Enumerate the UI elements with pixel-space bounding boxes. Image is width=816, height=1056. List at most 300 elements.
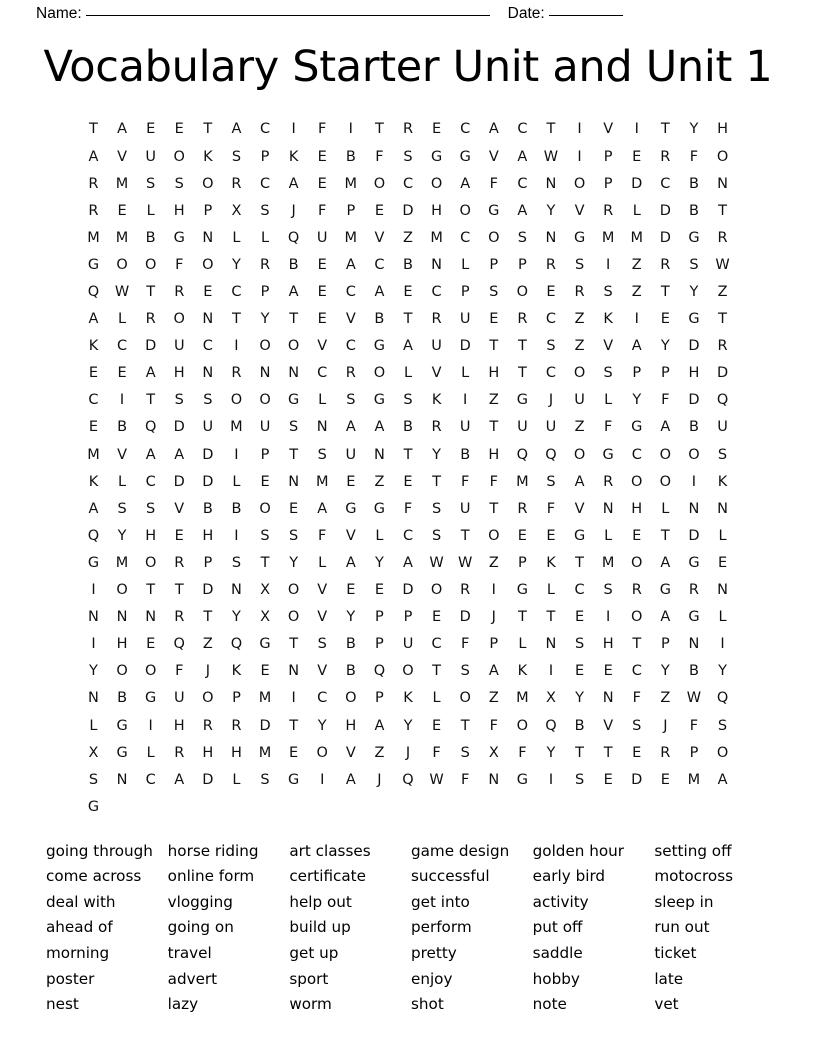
- grid-cell[interactable]: Q: [373, 663, 386, 680]
- grid-cell[interactable]: S: [431, 500, 442, 517]
- grid-cell[interactable]: M: [115, 229, 129, 246]
- grid-cell[interactable]: O: [144, 554, 157, 571]
- grid-cell[interactable]: Q: [87, 284, 100, 300]
- grid-cell[interactable]: G: [459, 148, 471, 165]
- grid-cell[interactable]: K: [288, 148, 299, 165]
- grid-cell[interactable]: M: [516, 690, 529, 707]
- grid-cell[interactable]: C: [145, 473, 156, 490]
- grid-cell[interactable]: D: [631, 175, 643, 192]
- grid-cell[interactable]: W: [715, 256, 730, 273]
- grid-cell[interactable]: T: [146, 284, 156, 300]
- grid-cell[interactable]: C: [117, 338, 128, 355]
- grid-cell[interactable]: E: [117, 365, 127, 382]
- grid-cell[interactable]: R: [174, 284, 185, 300]
- grid-cell[interactable]: E: [174, 527, 184, 544]
- grid-cell[interactable]: A: [717, 771, 728, 788]
- grid-cell[interactable]: E: [289, 500, 299, 517]
- grid-cell[interactable]: W: [543, 148, 559, 165]
- grid-cell[interactable]: I: [234, 527, 239, 544]
- grid-cell[interactable]: O: [202, 256, 214, 273]
- grid-cell[interactable]: I: [577, 148, 582, 165]
- word-list-item[interactable]: travel: [167, 943, 212, 962]
- grid-cell[interactable]: F: [689, 148, 699, 165]
- word-list-item[interactable]: successful: [410, 867, 490, 886]
- grid-cell[interactable]: T: [603, 744, 613, 761]
- grid-cell[interactable]: B: [117, 419, 128, 436]
- grid-cell[interactable]: V: [574, 500, 585, 517]
- grid-cell[interactable]: Y: [718, 663, 727, 680]
- grid-cell[interactable]: L: [718, 527, 727, 544]
- grid-cell[interactable]: R: [88, 175, 99, 192]
- grid-cell[interactable]: A: [631, 338, 642, 355]
- grid-cell[interactable]: O: [573, 365, 586, 382]
- grid-cell[interactable]: R: [460, 582, 471, 599]
- grid-cell[interactable]: L: [318, 554, 327, 571]
- grid-cell[interactable]: T: [289, 636, 299, 653]
- grid-cell[interactable]: E: [289, 744, 299, 761]
- grid-cell[interactable]: Q: [545, 446, 557, 463]
- grid-cell[interactable]: E: [203, 284, 213, 300]
- grid-cell[interactable]: E: [717, 554, 728, 571]
- grid-cell[interactable]: C: [231, 284, 242, 300]
- grid-cell[interactable]: D: [402, 582, 414, 599]
- grid-cell[interactable]: R: [231, 175, 242, 192]
- grid-cell[interactable]: P: [603, 175, 613, 192]
- grid-cell[interactable]: S: [346, 392, 356, 409]
- grid-cell[interactable]: H: [431, 202, 443, 219]
- grid-cell[interactable]: F: [632, 690, 641, 707]
- grid-cell[interactable]: E: [432, 609, 442, 626]
- grid-cell[interactable]: F: [175, 256, 184, 273]
- grid-cell[interactable]: S: [431, 527, 442, 544]
- grid-cell[interactable]: B: [117, 690, 128, 707]
- name-write-line[interactable]: [86, 15, 490, 16]
- grid-cell[interactable]: L: [546, 582, 556, 599]
- grid-cell[interactable]: I: [119, 392, 125, 409]
- grid-cell[interactable]: W: [114, 284, 130, 300]
- grid-cell[interactable]: Y: [660, 338, 670, 355]
- grid-cell[interactable]: H: [631, 500, 643, 517]
- grid-cell[interactable]: M: [344, 229, 358, 246]
- grid-cell[interactable]: S: [174, 392, 184, 409]
- grid-cell[interactable]: Z: [660, 690, 671, 707]
- grid-cell[interactable]: G: [602, 446, 614, 463]
- grid-cell[interactable]: R: [717, 338, 728, 355]
- word-search-grid[interactable]: [79, 116, 737, 820]
- grid-cell[interactable]: M: [258, 690, 272, 707]
- grid-cell[interactable]: A: [488, 663, 499, 680]
- grid-cell[interactable]: E: [403, 284, 413, 300]
- grid-cell[interactable]: Q: [402, 771, 414, 788]
- word-list-item[interactable]: art classes: [289, 841, 371, 860]
- grid-cell[interactable]: Y: [575, 690, 584, 707]
- grid-cell[interactable]: T: [146, 582, 156, 599]
- grid-cell[interactable]: B: [688, 663, 699, 680]
- grid-cell[interactable]: C: [460, 229, 471, 246]
- grid-cell[interactable]: L: [403, 365, 413, 382]
- grid-cell[interactable]: E: [146, 121, 156, 138]
- grid-cell[interactable]: R: [717, 229, 728, 246]
- grid-cell[interactable]: C: [317, 690, 328, 707]
- grid-cell[interactable]: L: [718, 609, 727, 626]
- grid-cell[interactable]: Y: [689, 284, 699, 300]
- grid-cell[interactable]: G: [488, 202, 500, 219]
- grid-cell[interactable]: B: [574, 717, 585, 734]
- grid-cell[interactable]: F: [318, 121, 327, 138]
- grid-cell[interactable]: M: [115, 554, 129, 571]
- grid-cell[interactable]: P: [689, 744, 699, 761]
- grid-cell[interactable]: I: [606, 256, 611, 273]
- grid-cell[interactable]: L: [632, 202, 641, 219]
- grid-cell[interactable]: S: [632, 717, 642, 734]
- grid-cell[interactable]: R: [603, 473, 614, 490]
- grid-cell[interactable]: T: [232, 311, 241, 328]
- grid-cell[interactable]: V: [603, 717, 614, 734]
- word-list-item[interactable]: online form: [167, 867, 255, 886]
- grid-cell[interactable]: H: [173, 365, 185, 382]
- grid-cell[interactable]: T: [632, 636, 642, 653]
- grid-cell[interactable]: Z: [574, 311, 585, 328]
- grid-cell[interactable]: X: [231, 202, 242, 219]
- grid-cell[interactable]: N: [231, 582, 242, 599]
- grid-cell[interactable]: U: [145, 148, 156, 165]
- grid-cell[interactable]: K: [717, 473, 728, 490]
- word-list-item[interactable]: horse riding: [167, 841, 259, 860]
- grid-cell[interactable]: G: [516, 771, 528, 788]
- grid-cell[interactable]: R: [259, 256, 271, 273]
- grid-cell[interactable]: K: [603, 311, 613, 328]
- grid-cell[interactable]: O: [116, 582, 128, 599]
- word-list-item[interactable]: nest: [46, 995, 79, 1014]
- grid-cell[interactable]: Q: [144, 419, 157, 436]
- grid-cell[interactable]: V: [345, 744, 356, 761]
- word-list-item[interactable]: vet: [654, 995, 679, 1014]
- word-list-item[interactable]: help out: [289, 892, 352, 911]
- grid-cell[interactable]: T: [489, 500, 499, 517]
- grid-cell[interactable]: T: [289, 446, 299, 463]
- grid-cell[interactable]: L: [89, 717, 98, 734]
- grid-cell[interactable]: T: [718, 311, 727, 328]
- grid-cell[interactable]: N: [259, 365, 271, 382]
- grid-cell[interactable]: G: [87, 554, 100, 571]
- grid-cell[interactable]: K: [231, 663, 242, 680]
- grid-cell[interactable]: H: [345, 717, 357, 734]
- grid-cell[interactable]: S: [517, 229, 527, 246]
- grid-cell[interactable]: P: [375, 690, 384, 707]
- grid-cell[interactable]: I: [548, 771, 554, 788]
- grid-cell[interactable]: S: [403, 392, 413, 409]
- word-list-item[interactable]: motocross: [654, 867, 734, 886]
- grid-cell[interactable]: E: [632, 527, 642, 544]
- grid-cell[interactable]: B: [145, 229, 156, 246]
- grid-cell[interactable]: B: [688, 175, 699, 192]
- grid-cell[interactable]: Q: [716, 392, 729, 409]
- grid-cell[interactable]: P: [346, 202, 356, 219]
- grid-cell[interactable]: E: [546, 527, 556, 544]
- grid-cell[interactable]: S: [317, 636, 327, 653]
- grid-cell[interactable]: S: [460, 744, 470, 761]
- grid-cell[interactable]: F: [432, 744, 441, 761]
- grid-cell[interactable]: T: [146, 392, 156, 409]
- grid-cell[interactable]: P: [518, 554, 527, 571]
- grid-cell[interactable]: I: [720, 636, 725, 653]
- grid-cell[interactable]: A: [117, 121, 128, 138]
- grid-cell[interactable]: T: [260, 554, 270, 571]
- grid-cell[interactable]: A: [660, 609, 671, 626]
- grid-cell[interactable]: D: [688, 527, 700, 544]
- grid-cell[interactable]: G: [116, 744, 128, 761]
- grid-cell[interactable]: O: [173, 148, 185, 165]
- grid-cell[interactable]: O: [116, 256, 128, 273]
- grid-cell[interactable]: C: [202, 338, 213, 355]
- grid-cell[interactable]: O: [144, 256, 157, 273]
- grid-cell[interactable]: S: [574, 771, 585, 788]
- grid-cell[interactable]: Q: [716, 690, 729, 707]
- grid-cell[interactable]: F: [546, 500, 556, 517]
- grid-cell[interactable]: S: [289, 527, 299, 544]
- grid-cell[interactable]: P: [260, 446, 270, 463]
- grid-cell[interactable]: N: [88, 609, 99, 626]
- grid-cell[interactable]: V: [345, 527, 356, 544]
- grid-cell[interactable]: C: [402, 527, 414, 544]
- grid-cell[interactable]: O: [259, 500, 271, 517]
- grid-cell[interactable]: R: [174, 609, 185, 626]
- grid-cell[interactable]: N: [288, 663, 300, 680]
- grid-cell[interactable]: S: [146, 175, 156, 192]
- grid-cell[interactable]: T: [517, 609, 527, 626]
- grid-cell[interactable]: U: [545, 419, 557, 436]
- word-list-item[interactable]: come across: [46, 867, 142, 886]
- grid-cell[interactable]: N: [373, 446, 385, 463]
- word-list-item[interactable]: morning: [46, 943, 110, 962]
- grid-cell[interactable]: S: [489, 284, 499, 300]
- grid-cell[interactable]: B: [288, 256, 299, 273]
- grid-cell[interactable]: P: [260, 148, 270, 165]
- grid-cell[interactable]: Y: [89, 663, 98, 680]
- grid-cell[interactable]: B: [460, 446, 471, 463]
- grid-cell[interactable]: A: [88, 148, 99, 165]
- grid-cell[interactable]: P: [203, 202, 213, 219]
- grid-cell[interactable]: F: [175, 663, 184, 680]
- grid-cell[interactable]: E: [317, 256, 327, 273]
- word-list-item[interactable]: setting off: [654, 841, 732, 860]
- grid-cell[interactable]: G: [688, 229, 700, 246]
- grid-cell[interactable]: K: [88, 473, 99, 490]
- grid-cell[interactable]: A: [403, 554, 413, 571]
- grid-cell[interactable]: T: [517, 365, 527, 382]
- grid-cell[interactable]: A: [145, 446, 156, 463]
- grid-cell[interactable]: E: [660, 311, 670, 328]
- grid-cell[interactable]: F: [403, 500, 413, 517]
- grid-cell[interactable]: Z: [631, 256, 642, 273]
- grid-cell[interactable]: I: [91, 636, 96, 653]
- grid-cell[interactable]: O: [287, 609, 300, 626]
- grid-cell[interactable]: C: [345, 338, 356, 355]
- grid-cell[interactable]: E: [574, 663, 585, 680]
- grid-cell[interactable]: N: [288, 365, 300, 382]
- grid-cell[interactable]: N: [717, 500, 728, 517]
- grid-cell[interactable]: N: [545, 175, 557, 192]
- grid-cell[interactable]: F: [489, 175, 498, 192]
- grid-cell[interactable]: M: [430, 229, 443, 246]
- grid-cell[interactable]: P: [375, 636, 384, 653]
- grid-cell[interactable]: S: [203, 392, 213, 409]
- grid-cell[interactable]: R: [660, 256, 671, 273]
- grid-cell[interactable]: S: [546, 338, 556, 355]
- grid-cell[interactable]: E: [346, 473, 356, 490]
- grid-cell[interactable]: B: [688, 419, 699, 436]
- grid-cell[interactable]: G: [430, 148, 443, 165]
- grid-cell[interactable]: I: [91, 582, 96, 599]
- grid-cell[interactable]: Y: [260, 311, 270, 328]
- word-list-item[interactable]: perform: [410, 918, 472, 937]
- grid-cell[interactable]: W: [429, 771, 444, 788]
- grid-cell[interactable]: A: [660, 419, 671, 436]
- grid-cell[interactable]: E: [317, 148, 327, 165]
- grid-cell[interactable]: E: [632, 744, 642, 761]
- word-list-item[interactable]: early bird: [532, 867, 606, 886]
- grid-cell[interactable]: Y: [632, 392, 642, 409]
- grid-cell[interactable]: Y: [346, 609, 356, 626]
- grid-cell[interactable]: Y: [374, 554, 384, 571]
- grid-cell[interactable]: I: [606, 609, 611, 626]
- grid-cell[interactable]: O: [202, 175, 214, 192]
- grid-cell[interactable]: D: [259, 717, 271, 734]
- grid-cell[interactable]: A: [574, 473, 585, 490]
- grid-cell[interactable]: G: [116, 717, 128, 734]
- grid-cell[interactable]: Y: [546, 202, 556, 219]
- grid-cell[interactable]: H: [173, 202, 185, 219]
- grid-cell[interactable]: V: [574, 202, 585, 219]
- grid-cell[interactable]: P: [460, 284, 470, 300]
- grid-cell[interactable]: L: [604, 527, 613, 544]
- grid-cell[interactable]: B: [345, 663, 356, 680]
- grid-cell[interactable]: B: [688, 202, 699, 219]
- grid-cell[interactable]: Y: [432, 446, 442, 463]
- grid-cell[interactable]: N: [545, 229, 557, 246]
- word-list-item[interactable]: vlogging: [167, 892, 233, 911]
- grid-cell[interactable]: A: [174, 771, 185, 788]
- grid-cell[interactable]: E: [660, 771, 670, 788]
- grid-cell[interactable]: J: [377, 771, 382, 788]
- grid-cell[interactable]: R: [660, 148, 671, 165]
- word-list-item[interactable]: activity: [532, 892, 589, 911]
- grid-cell[interactable]: G: [373, 392, 386, 409]
- grid-cell[interactable]: G: [259, 636, 271, 653]
- word-list-item[interactable]: lazy: [167, 995, 199, 1014]
- grid-cell[interactable]: E: [403, 473, 413, 490]
- grid-cell[interactable]: T: [718, 202, 727, 219]
- grid-cell[interactable]: U: [402, 636, 414, 653]
- grid-cell[interactable]: T: [660, 527, 670, 544]
- grid-cell[interactable]: O: [573, 175, 586, 192]
- grid-cell[interactable]: C: [631, 446, 642, 463]
- grid-cell[interactable]: F: [603, 419, 613, 436]
- grid-cell[interactable]: R: [88, 202, 99, 219]
- grid-cell[interactable]: A: [88, 311, 99, 328]
- grid-cell[interactable]: O: [373, 175, 386, 192]
- grid-cell[interactable]: G: [87, 256, 100, 273]
- grid-cell[interactable]: N: [688, 500, 700, 517]
- grid-cell[interactable]: D: [716, 365, 729, 382]
- date-write-line[interactable]: [549, 15, 623, 16]
- grid-cell[interactable]: O: [259, 392, 271, 409]
- grid-cell[interactable]: A: [374, 419, 385, 436]
- grid-cell[interactable]: R: [231, 717, 242, 734]
- grid-cell[interactable]: M: [516, 473, 529, 490]
- word-list-item[interactable]: poster: [46, 969, 95, 988]
- grid-cell[interactable]: S: [260, 771, 270, 788]
- word-list-item[interactable]: hobby: [532, 969, 580, 988]
- grid-cell[interactable]: M: [601, 554, 615, 571]
- grid-cell[interactable]: C: [145, 771, 156, 788]
- grid-cell[interactable]: F: [318, 202, 327, 219]
- grid-cell[interactable]: O: [430, 582, 443, 599]
- word-list-item[interactable]: note: [532, 995, 567, 1014]
- word-list-item[interactable]: game design: [410, 841, 510, 860]
- grid-cell[interactable]: S: [317, 446, 327, 463]
- grid-cell[interactable]: C: [545, 365, 557, 382]
- grid-cell[interactable]: N: [602, 690, 614, 707]
- grid-cell[interactable]: E: [317, 284, 327, 300]
- grid-cell[interactable]: K: [403, 690, 413, 707]
- grid-cell[interactable]: D: [459, 338, 471, 355]
- grid-cell[interactable]: E: [88, 419, 99, 436]
- word-list-item[interactable]: enjoy: [410, 969, 453, 988]
- grid-cell[interactable]: Z: [488, 690, 499, 707]
- grid-cell[interactable]: U: [431, 338, 442, 355]
- word-list-item[interactable]: late: [654, 969, 684, 988]
- grid-cell[interactable]: L: [461, 365, 470, 382]
- grid-cell[interactable]: P: [260, 284, 270, 300]
- grid-cell[interactable]: M: [115, 175, 129, 192]
- grid-cell[interactable]: T: [517, 338, 527, 355]
- grid-cell[interactable]: B: [345, 148, 356, 165]
- grid-cell[interactable]: Z: [631, 284, 642, 300]
- grid-cell[interactable]: V: [317, 609, 328, 626]
- grid-cell[interactable]: G: [573, 229, 586, 246]
- grid-cell[interactable]: P: [660, 636, 670, 653]
- grid-cell[interactable]: P: [403, 609, 413, 626]
- grid-cell[interactable]: H: [230, 744, 242, 761]
- grid-cell[interactable]: X: [546, 690, 556, 707]
- grid-cell[interactable]: S: [174, 175, 184, 192]
- word-list-item[interactable]: sport: [289, 969, 329, 988]
- grid-cell[interactable]: O: [716, 744, 729, 761]
- word-list-item[interactable]: sleep in: [654, 892, 714, 911]
- grid-cell[interactable]: V: [374, 229, 385, 246]
- grid-cell[interactable]: R: [688, 582, 699, 599]
- grid-cell[interactable]: G: [288, 392, 300, 409]
- grid-cell[interactable]: D: [688, 392, 700, 409]
- grid-cell[interactable]: P: [203, 554, 213, 571]
- grid-cell[interactable]: O: [373, 365, 386, 382]
- grid-cell[interactable]: M: [344, 175, 358, 192]
- grid-cell[interactable]: S: [117, 500, 127, 517]
- grid-cell[interactable]: R: [603, 202, 614, 219]
- grid-cell[interactable]: Y: [317, 717, 327, 734]
- grid-cell[interactable]: S: [460, 663, 470, 680]
- grid-cell[interactable]: O: [287, 582, 300, 599]
- grid-cell[interactable]: V: [317, 338, 328, 355]
- grid-cell[interactable]: R: [431, 419, 442, 436]
- grid-cell[interactable]: A: [374, 284, 385, 300]
- grid-cell[interactable]: E: [432, 121, 442, 138]
- grid-cell[interactable]: S: [689, 256, 699, 273]
- grid-cell[interactable]: N: [145, 609, 157, 626]
- grid-cell[interactable]: T: [489, 338, 499, 355]
- grid-cell[interactable]: L: [146, 744, 155, 761]
